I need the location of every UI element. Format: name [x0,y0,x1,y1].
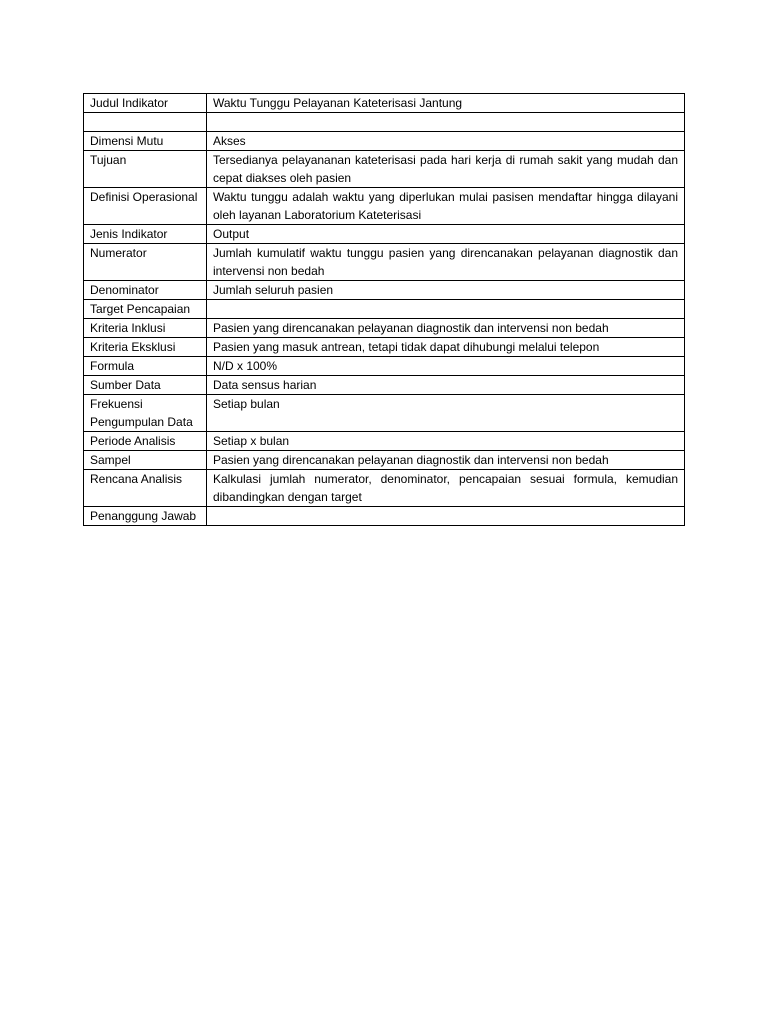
table-row [84,132,685,151]
table-row [84,338,685,357]
row-label: Definisi Operasional [84,188,207,225]
row-value [207,300,685,319]
row-value [207,507,685,526]
row-label: Target Pencapaian [84,300,207,319]
row-value: Setiap x bulan [207,432,685,451]
row-value: N/D x 100% [207,357,685,376]
table-row [84,357,685,376]
row-label: Jenis Indikator [84,225,207,244]
table-row [84,281,685,300]
row-label: Kriteria Eksklusi [84,338,207,357]
row-value: Jumlah seluruh pasien [207,281,685,300]
row-label: Penanggung Jawab [84,507,207,526]
table-row [84,151,685,188]
row-value: Kalkulasi jumlah numerator, denominator, pencapaian sesuai formula, kemudian dibandingkan dengan target [207,470,685,507]
table-row [84,300,685,319]
row-label: Periode Analisis [84,432,207,451]
table-row [84,432,685,451]
table-row [84,451,685,470]
row-value: Pasien yang masuk antrean, tetapi tidak dapat dihubungi melalui telepon [207,338,685,357]
row-value: Pasien yang direncanakan pelayanan diagnostik dan intervensi non bedah [207,451,685,470]
table-row [84,376,685,395]
row-value [207,113,685,132]
row-label: Judul Indikator [84,94,207,113]
row-label: Formula [84,357,207,376]
row-value: Data sensus harian [207,376,685,395]
row-value: Jumlah kumulatif waktu tunggu pasien yang direncanakan pelayanan diagnostik dan intervensi non bedah [207,244,685,281]
row-value: Akses [207,132,685,151]
row-label [84,113,207,132]
table-row [84,244,685,281]
row-value: Setiap bulan [207,395,685,432]
row-label: Rencana Analisis [84,470,207,507]
indicator-table [83,93,685,526]
row-label: Dimensi Mutu [84,132,207,151]
row-value: Waktu tunggu adalah waktu yang diperlukan mulai pasisen mendaftar hingga dilayani oleh layanan Laboratorium Kateterisasi [207,188,685,225]
table-row [84,188,685,225]
row-value: Tersedianya pelayananan kateterisasi pada hari kerja di rumah sakit yang mudah dan cepat diakses oleh pasien [207,151,685,188]
row-value: Waktu Tunggu Pelayanan Kateterisasi Jantung [207,94,685,113]
table-row [84,395,685,432]
table-row [84,94,685,113]
row-label: Numerator [84,244,207,281]
row-label: Sumber Data [84,376,207,395]
table-row [84,470,685,507]
row-label: Denominator [84,281,207,300]
row-label: Tujuan [84,151,207,188]
row-label: Kriteria Inklusi [84,319,207,338]
row-label: Frekuensi Pengumpulan Data [84,395,207,432]
table-row [84,507,685,526]
table-row [84,113,685,132]
row-value: Pasien yang direncanakan pelayanan diagnostik dan intervensi non bedah [207,319,685,338]
row-value: Output [207,225,685,244]
row-label: Sampel [84,451,207,470]
table-row [84,225,685,244]
table-row [84,319,685,338]
